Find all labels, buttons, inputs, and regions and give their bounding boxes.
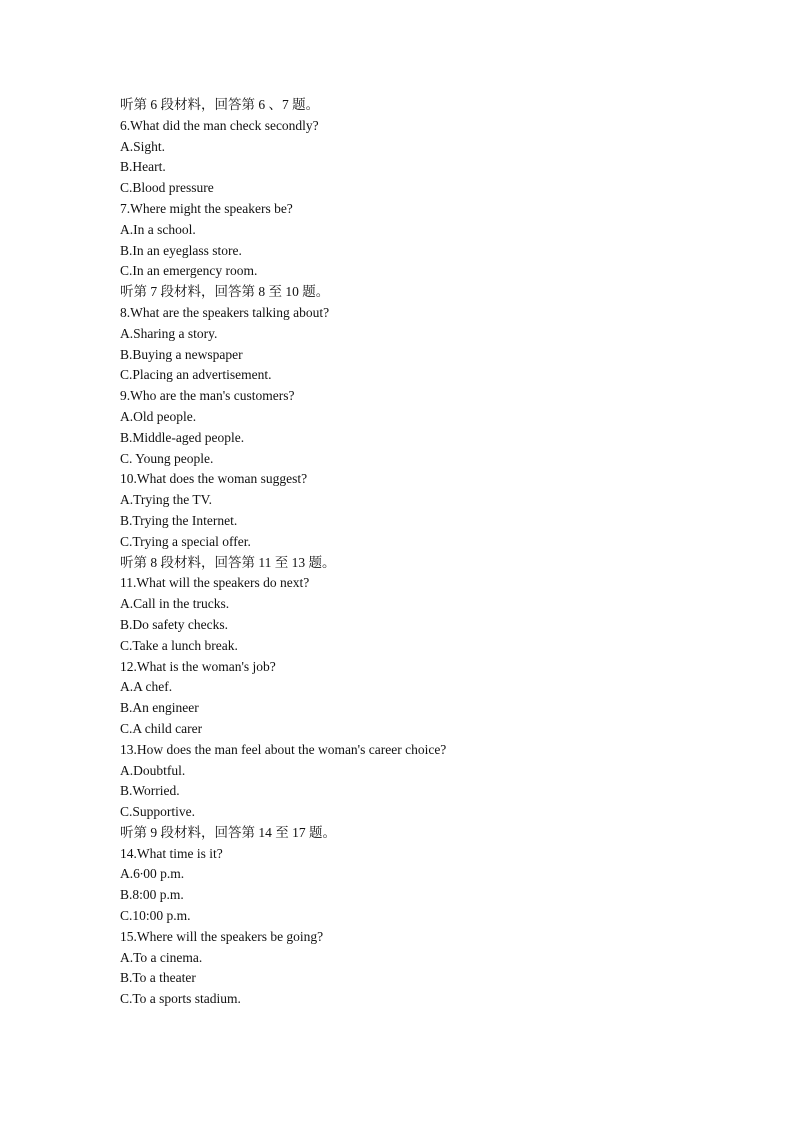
option-8c: C.Placing an advertisement.	[120, 367, 272, 383]
option-10a: A.Trying the TV.	[120, 492, 213, 508]
option-6c: C.Blood pressure	[120, 180, 214, 196]
option-15b: B.To a theater	[120, 970, 196, 986]
option-12b: B.An engineer	[120, 700, 199, 716]
question-12: 12.What is the woman's job?	[120, 658, 276, 674]
option-6a: A.Sight.	[120, 138, 166, 154]
option-9c: C. Young people.	[120, 450, 214, 466]
option-7a: A.In a school.	[120, 221, 196, 237]
option-7c: C.In an emergency room.	[120, 263, 258, 279]
option-12c: C.A child carer	[120, 720, 203, 736]
option-9b: B.Middle-aged people.	[120, 429, 245, 445]
option-13c: C.Supportive.	[120, 804, 196, 820]
option-14c: C.10:00 p.m.	[120, 908, 191, 924]
question-13: 13.How does the man feel about the woman's career choice?	[120, 741, 447, 757]
option-14a: A.6∙00 p.m.	[120, 866, 185, 882]
option-9a: A.Old people.	[120, 408, 197, 424]
question-8: 8.What are the speakers talking about?	[120, 304, 330, 320]
option-8b: B.Buying a newspaper	[120, 346, 243, 362]
option-6b: B.Heart.	[120, 159, 166, 175]
option-10c: C.Trying a special offer.	[120, 533, 251, 549]
option-12a: A.A chef.	[120, 679, 173, 695]
question-6: 6.What did the man check secondly?	[120, 117, 319, 133]
option-14b: B.8:00 p.m.	[120, 887, 184, 903]
option-7b: B.In an eyeglass store.	[120, 242, 242, 258]
option-11b: B.Do safety checks.	[120, 616, 228, 632]
option-15a: A.To a cinema.	[120, 949, 203, 965]
question-list	[120, 95, 720, 1010]
section-heading-8: 听第 8 段材料，回答第 11 至 13 题。	[120, 554, 336, 570]
question-11: 11.What will the speakers do next?	[120, 575, 310, 591]
question-9: 9.Who are the man's customers?	[120, 388, 295, 404]
question-7: 7.Where might the speakers be?	[120, 200, 293, 216]
option-15c: C.To a sports stadium.	[120, 991, 241, 1007]
section-heading-7: 听第 7 段材料，回答第 8 至 10 题。	[120, 284, 330, 300]
option-11a: A.Call in the trucks.	[120, 596, 230, 612]
question-10: 10.What does the woman suggest?	[120, 471, 308, 487]
option-8a: A.Sharing a story.	[120, 325, 218, 341]
option-13b: B.Worried.	[120, 783, 180, 799]
section-heading-9: 听第 9 段材料，回答第 14 至 17 题。	[120, 824, 336, 840]
option-13a: A.Doubtful.	[120, 762, 186, 778]
option-11c: C.Take a lunch break.	[120, 637, 238, 653]
option-10b: B.Trying the Internet.	[120, 512, 238, 528]
question-14: 14.What time is it?	[120, 845, 223, 861]
question-15: 15.Where will the speakers be going?	[120, 928, 324, 944]
section-heading-6: 听第 6 段材料，回答第 6 、7 题。	[120, 97, 320, 112]
